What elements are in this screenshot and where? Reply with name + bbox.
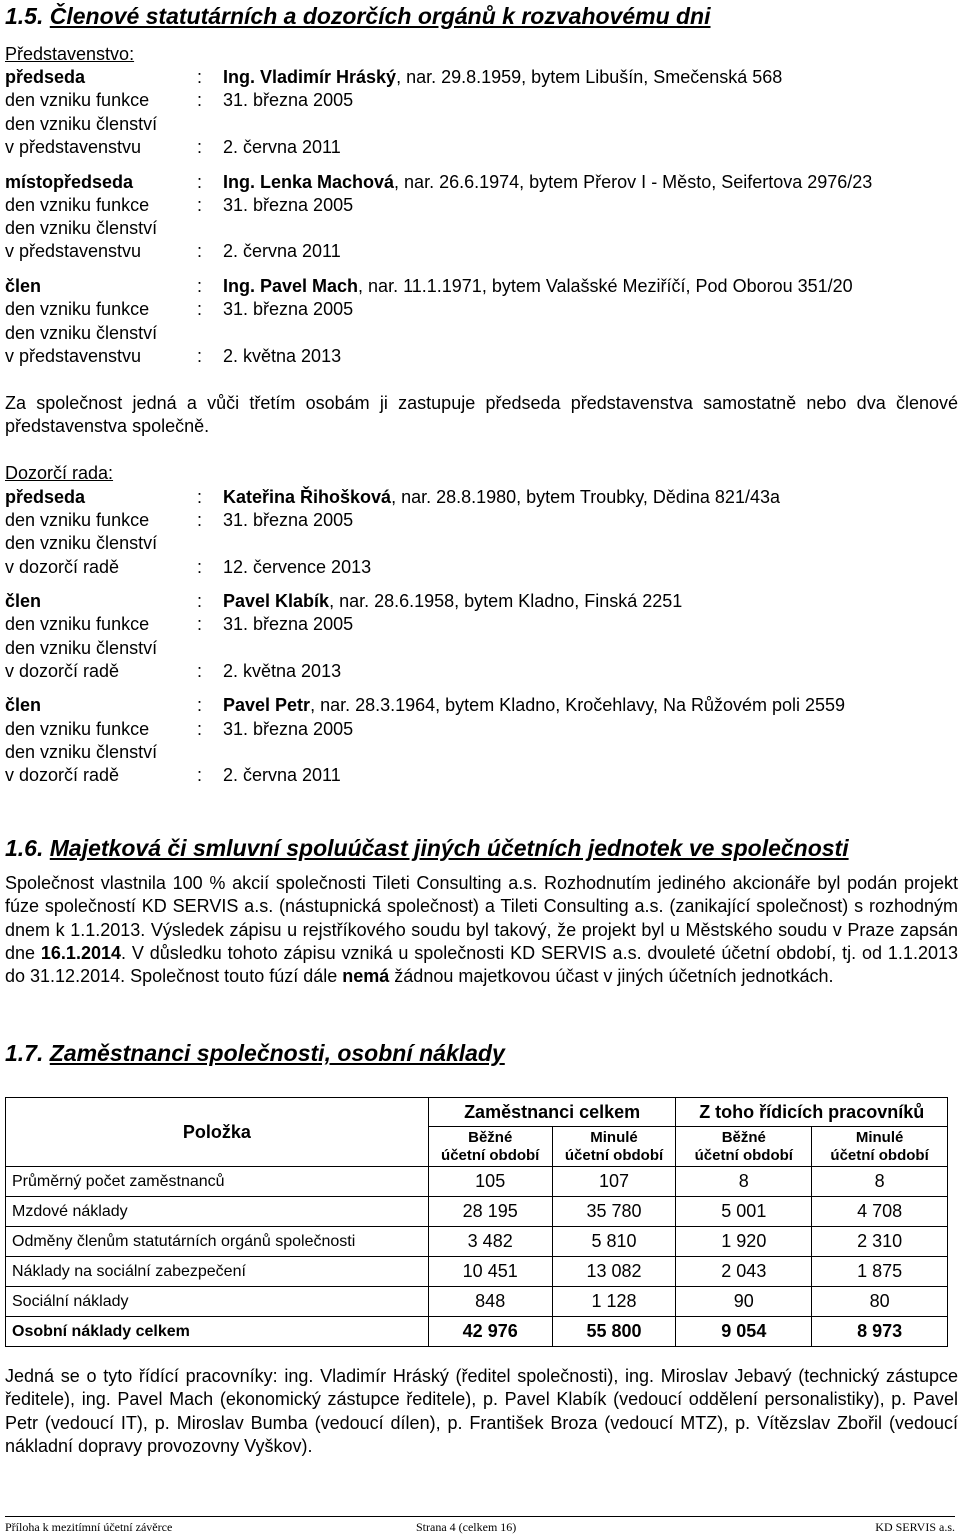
- member-details: , nar. 28.6.1958, bytem Kladno, Finská 2251: [329, 591, 683, 611]
- member-info: [223, 66, 782, 88]
- role-label: předseda: [5, 487, 86, 507]
- group-header-employees: Zaměstnanci celkem: [428, 1098, 676, 1127]
- representation-paragraph: Za společnost jedná a vůči třetím osobám ji zastupuje předseda představenstva samostatně nebo dva členové představenstva společně.: [5, 393, 958, 437]
- section-1-7-title: [5, 1040, 505, 1067]
- member-details: , nar. 28.8.1980, bytem Troubky, Dědina 821/43a: [391, 487, 780, 507]
- section-number: 1.7.: [5, 1040, 44, 1066]
- managers-paragraph: Jedná se o tyto řídící pracovníky: ing. Vladimír Hráský (ředitel společnosti), ing. Miroslav Jebavý (technický zástupce ředitele), ing. Pavel Mach (ekonomický zástupce ředitele), p. Pavel Klabík (vedoucí oddělení personalistiky), p. Pavel Petr (vedoucí IT), p. Miroslav Bumba (vedoucí dílen), p. František Broza (vedoucí MTZ), p. Vítězslav Zbořil (vedoucí nákladní dopravy provozovny Vyškov).: [5, 1366, 958, 1456]
- member-info: [223, 171, 872, 193]
- member-info: [223, 590, 682, 612]
- member-name: Ing. Vladimír Hráský: [223, 67, 397, 87]
- section-title-text: Majetková či smluvní spoluúčast jiných účetních jednotek ve společnosti: [49, 835, 849, 861]
- subheader-previous-2: Minulé účetní období: [812, 1127, 948, 1167]
- member-name: Pavel Klabík: [223, 591, 330, 611]
- employees-table: [5, 1097, 948, 1347]
- subheader-current-1: Běžné účetní období: [428, 1127, 552, 1167]
- member-name: Kateřina Řihošková: [223, 487, 392, 507]
- table-row: Náklady na sociální zabezpečení 10 451 13 082 2 043 1 875: [6, 1257, 948, 1287]
- supervisory-heading: Dozorčí rada:: [5, 463, 114, 483]
- section-1-5-title: [5, 3, 711, 30]
- section-title-text: Zaměstnanci společnosti, osobní náklady: [49, 1040, 505, 1066]
- section-number: 1.5.: [5, 3, 44, 29]
- section-number: 1.6.: [5, 835, 44, 861]
- member-info: [223, 486, 780, 508]
- section-1-6-paragraph: Společnost vlastnila 100 % akcií společnosti Tileti Consulting a.s. Rozhodnutím jediného akcionáře byl podán projekt fúze společností KD SERVIS a.s. (nástupnická společnost) a Tileti Consulting a.s. (zanikající společnost) s rozhodným dnem k 1.1.2013. Výsledek zápisu u rejstříkového soudu byl takový, že projekt byl u Městského soudu v Praze zapsán dne 16.1.2014. V důsledku tohoto zápisu vzniká u společnosti KD SERVIS a.s. dvouleté účetní období, tj. od 1.1.2013 do 31.12.2014. Společnost touto fúzí dále nemá žádnou majetkovou účast v jiných účetních jednotkách.: [5, 873, 958, 987]
- member-name: Ing. Lenka Machová: [223, 172, 395, 192]
- footer-divider: [5, 1516, 955, 1517]
- group-header-managers: Z toho řídicích pracovníků: [676, 1098, 948, 1127]
- section-1-6-title: [5, 835, 849, 862]
- member-name: Pavel Petr: [223, 695, 311, 715]
- member-info: [223, 275, 853, 297]
- table-row: Mzdové náklady 28 195 35 780 5 001 4 708: [6, 1197, 948, 1227]
- member-details: , nar. 26.6.1974, bytem Přerov I - Město, Seifertova 2976/23: [394, 172, 873, 192]
- section-title-text: Členové statutárních a dozorčích orgánů k rozvahovému dni: [49, 3, 711, 29]
- role-label: člen: [5, 695, 42, 715]
- footer-right: KD SERVIS a.s.: [875, 1520, 955, 1534]
- member-details: , nar. 11.1.1971, bytem Valašské Meziříčí, Pod Oborou 351/20: [358, 276, 853, 296]
- role-label: předseda: [5, 67, 86, 87]
- table-row: Sociální náklady 848 1 128 90 80: [6, 1287, 948, 1317]
- footer-page-number: Strana 4 (celkem 16): [416, 1520, 517, 1534]
- member-name: Ing. Pavel Mach: [223, 276, 359, 296]
- table-total-row: Osobní náklady celkem 42 976 55 800 9 054 8 973: [6, 1317, 948, 1347]
- subheader-previous-1: Minulé účetní období: [552, 1127, 676, 1167]
- footer-left: Příloha k mezitímní účetní závěrce: [5, 1520, 173, 1534]
- board-heading: Představenstvo:: [5, 44, 135, 64]
- table-row: Odměny členům statutárních orgánů společnosti 3 482 5 810 1 920 2 310: [6, 1227, 948, 1257]
- role-label: místopředseda: [5, 172, 134, 192]
- member-details: , nar. 28.3.1964, bytem Kladno, Kročehlavy, Na Růžovém poli 2559: [310, 695, 846, 715]
- role-label: člen: [5, 276, 42, 296]
- member-details: , nar. 29.8.1959, bytem Libušín, Smečenská 568: [396, 67, 783, 87]
- subheader-current-2: Běžné účetní období: [676, 1127, 812, 1167]
- role-label: člen: [5, 591, 42, 611]
- column-header-item: Položka: [6, 1098, 429, 1167]
- table-row: Průměrný počet zaměstnanců 105 107 8 8: [6, 1167, 948, 1197]
- member-info: [223, 694, 845, 716]
